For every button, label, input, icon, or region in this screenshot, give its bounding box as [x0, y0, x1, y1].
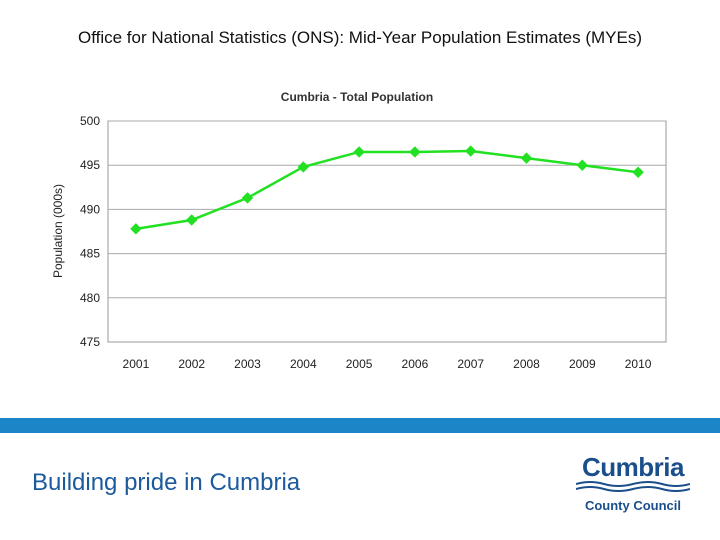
y-tick-label: 475 — [79, 335, 100, 349]
x-tick-label: 2007 — [457, 357, 485, 371]
x-tick-label: 2002 — [178, 357, 206, 371]
logo-council-text: County Council — [584, 498, 682, 513]
cumbria-county-council-logo — [566, 450, 700, 520]
y-axis-label: Population (000s) — [51, 183, 65, 279]
y-tick-label: 500 — [79, 114, 100, 128]
y-tick-label: 485 — [79, 246, 100, 261]
x-tick-label: 2008 — [513, 357, 540, 371]
logo-wave-icon — [576, 480, 690, 492]
y-tick-label: 495 — [79, 158, 100, 173]
x-tick-label: 2001 — [122, 357, 150, 371]
tagline: Building pride in Cumbria — [32, 469, 301, 496]
x-tick-label: 2009 — [568, 357, 596, 371]
x-tick-label: 2006 — [401, 357, 429, 371]
plot-area — [108, 121, 666, 342]
slide-title: Office for National Statistics (ONS): Mid-Year Population Estimates (MYEs) — [77, 28, 643, 47]
logo-wordmark: Cumbria — [582, 452, 684, 482]
x-tick-label: 2005 — [345, 357, 373, 371]
footer-band — [0, 418, 720, 433]
y-tick-label: 480 — [79, 290, 100, 305]
x-tick-label: 2003 — [234, 357, 261, 371]
y-tick-labels — [80, 114, 100, 349]
x-tick-label: 2004 — [289, 357, 317, 371]
x-tick-labels — [123, 357, 652, 371]
chart-title: Cumbria - Total Population — [280, 90, 434, 104]
x-tick-label: 2010 — [624, 357, 652, 371]
y-tick-label: 490 — [79, 202, 100, 217]
